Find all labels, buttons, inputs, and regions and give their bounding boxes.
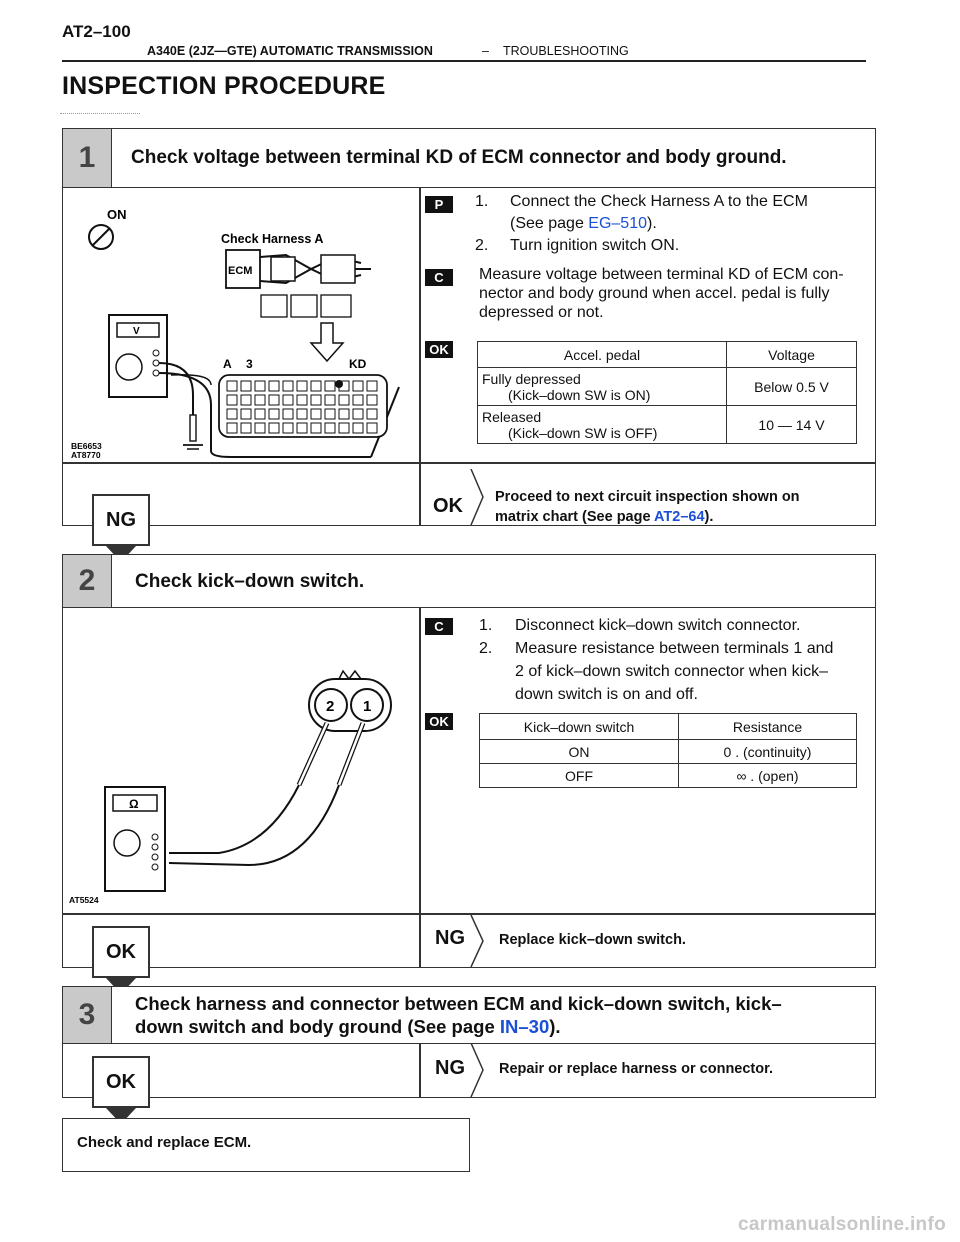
resistance-spec-table: [479, 713, 857, 788]
ng-branch-arrow: [469, 915, 489, 967]
main-title: INSPECTION PROCEDURE: [62, 72, 386, 100]
figure-code-3: AT5524: [69, 895, 99, 905]
prep-2-text: Turn ignition switch ON.: [510, 237, 680, 254]
label-on: ON: [107, 207, 127, 222]
kickdown-switch-diagram: [69, 665, 413, 909]
prep-1-num: 1.: [475, 193, 489, 210]
ok-tag-2: OK: [92, 926, 150, 978]
check-symbol-c-2: C: [425, 618, 453, 635]
step-1-number: 1: [63, 129, 112, 187]
ok-symbol: OK: [425, 341, 453, 358]
section-title: TROUBLESHOOTING: [503, 44, 629, 58]
step-1-title: Check voltage between terminal KD of ECM connector and body ground.: [131, 147, 787, 168]
label-3: 3: [246, 357, 253, 371]
check-1-line1: Measure voltage between terminal KD of ECM con-: [479, 266, 844, 283]
check-2-2-num: 2.: [479, 640, 493, 657]
prep-1-text: Connect the Check Harness A to the ECM: [510, 193, 808, 210]
table-header-voltage: Voltage: [727, 342, 857, 368]
figure-code-2: AT8770: [71, 450, 101, 460]
check-2-1-text: Disconnect kick–down switch connector.: [515, 617, 801, 634]
step-3-title-line1: Check harness and connector between ECM and kick–down switch, kick–: [135, 993, 782, 1014]
outcome-1-line1: Proceed to next circuit inspection shown on: [495, 489, 800, 505]
step-1-header: [63, 129, 875, 188]
terminal-2-label: 2: [326, 698, 335, 715]
link-in-30[interactable]: IN–30: [499, 1016, 550, 1037]
table-value-range: 10 — 14 V: [727, 406, 857, 444]
outcome-3: Repair or replace harness or connector.: [499, 1061, 773, 1077]
table-value-open: ∞ . (open): [679, 764, 857, 788]
table-value-continuity: 0 . (continuity): [679, 740, 857, 764]
label-voltmeter: V: [133, 326, 140, 337]
header-separator: –: [482, 44, 489, 58]
step-2-title: Check kick–down switch.: [135, 571, 365, 592]
check-2-1-num: 1.: [479, 617, 493, 634]
prep-symbol-p: P: [425, 196, 453, 213]
table-header-switch: Kick–down switch: [480, 714, 679, 740]
scan-artifact: [60, 113, 140, 118]
prep-2-num: 2.: [475, 237, 489, 254]
step-3-box: [62, 986, 876, 1098]
ok-tag-3: OK: [92, 1056, 150, 1108]
label-a: A: [223, 357, 232, 371]
terminal-1-label: 1: [363, 698, 372, 715]
check-2-2-line3: down switch is on and off.: [515, 686, 698, 703]
table-value-below: Below 0.5 V: [727, 368, 857, 406]
table-header-resistance: Resistance: [679, 714, 857, 740]
check-symbol-c: C: [425, 269, 453, 286]
doc-title: A340E (2JZ—GTE) AUTOMATIC TRANSMISSION: [147, 44, 433, 58]
link-eg-510[interactable]: EG–510: [588, 215, 647, 232]
step-1-divider: [419, 187, 421, 525]
ok-symbol-2: OK: [425, 713, 453, 730]
step-3-number: 3: [63, 987, 112, 1043]
table-row-on: ON: [480, 740, 679, 764]
step-1-box: [62, 128, 876, 526]
label-ecm: ECM: [228, 265, 253, 277]
ng-branch-label: NG: [435, 927, 465, 949]
page-code: AT2–100: [62, 22, 131, 41]
ng-tag-1: NG: [92, 494, 150, 546]
step-3-title-line2: down switch and body ground (See page IN–30).: [135, 1016, 561, 1037]
step-3-header: [63, 987, 875, 1044]
table-row-fully-depressed: Fully depressed (Kick–down SW is ON): [478, 368, 727, 406]
ng-branch-arrow-3: [469, 1043, 489, 1097]
ecm-wiring-diagram: [71, 195, 411, 461]
watermark: carmanualsonline.info: [738, 1214, 946, 1235]
prep-1-line2: (See page EG–510).: [510, 215, 657, 232]
check-1-line3: depressed or not.: [479, 304, 604, 321]
link-at2-64[interactable]: AT2–64: [654, 509, 705, 525]
ohmmeter-label: Ω: [129, 797, 139, 811]
outcome-1-line2: matrix chart (See page AT2–64).: [495, 509, 714, 525]
step-2-box: [62, 554, 876, 968]
final-action: Check and replace ECM.: [77, 1134, 252, 1151]
outcome-2: Replace kick–down switch.: [499, 932, 686, 948]
table-header-accel: Accel. pedal: [478, 342, 727, 368]
step-3-divider: [419, 1043, 421, 1097]
check-2-2-line2: 2 of kick–down switch connector when kick–: [515, 663, 829, 680]
ng-branch-label-3: NG: [435, 1057, 465, 1079]
header-rule: [62, 60, 866, 62]
step-2-header: [63, 555, 875, 608]
final-action-box: [62, 1118, 470, 1172]
label-kd: KD: [349, 357, 367, 371]
ok-branch-arrow: [469, 469, 489, 525]
voltage-spec-table: [477, 341, 857, 444]
check-1-line2: nector and body ground when accel. pedal is fully: [479, 285, 830, 302]
table-row-off: OFF: [480, 764, 679, 788]
check-2-2-text: Measure resistance between terminals 1 and: [515, 640, 834, 657]
step-1-bottom-rule: [63, 462, 875, 464]
step-2-number: 2: [63, 555, 112, 607]
figure-code-1: BE6653: [71, 441, 102, 451]
label-check-harness: Check Harness A: [221, 232, 324, 246]
table-row-released: Released (Kick–down SW is OFF): [478, 406, 727, 444]
ok-branch-label: OK: [433, 495, 463, 517]
